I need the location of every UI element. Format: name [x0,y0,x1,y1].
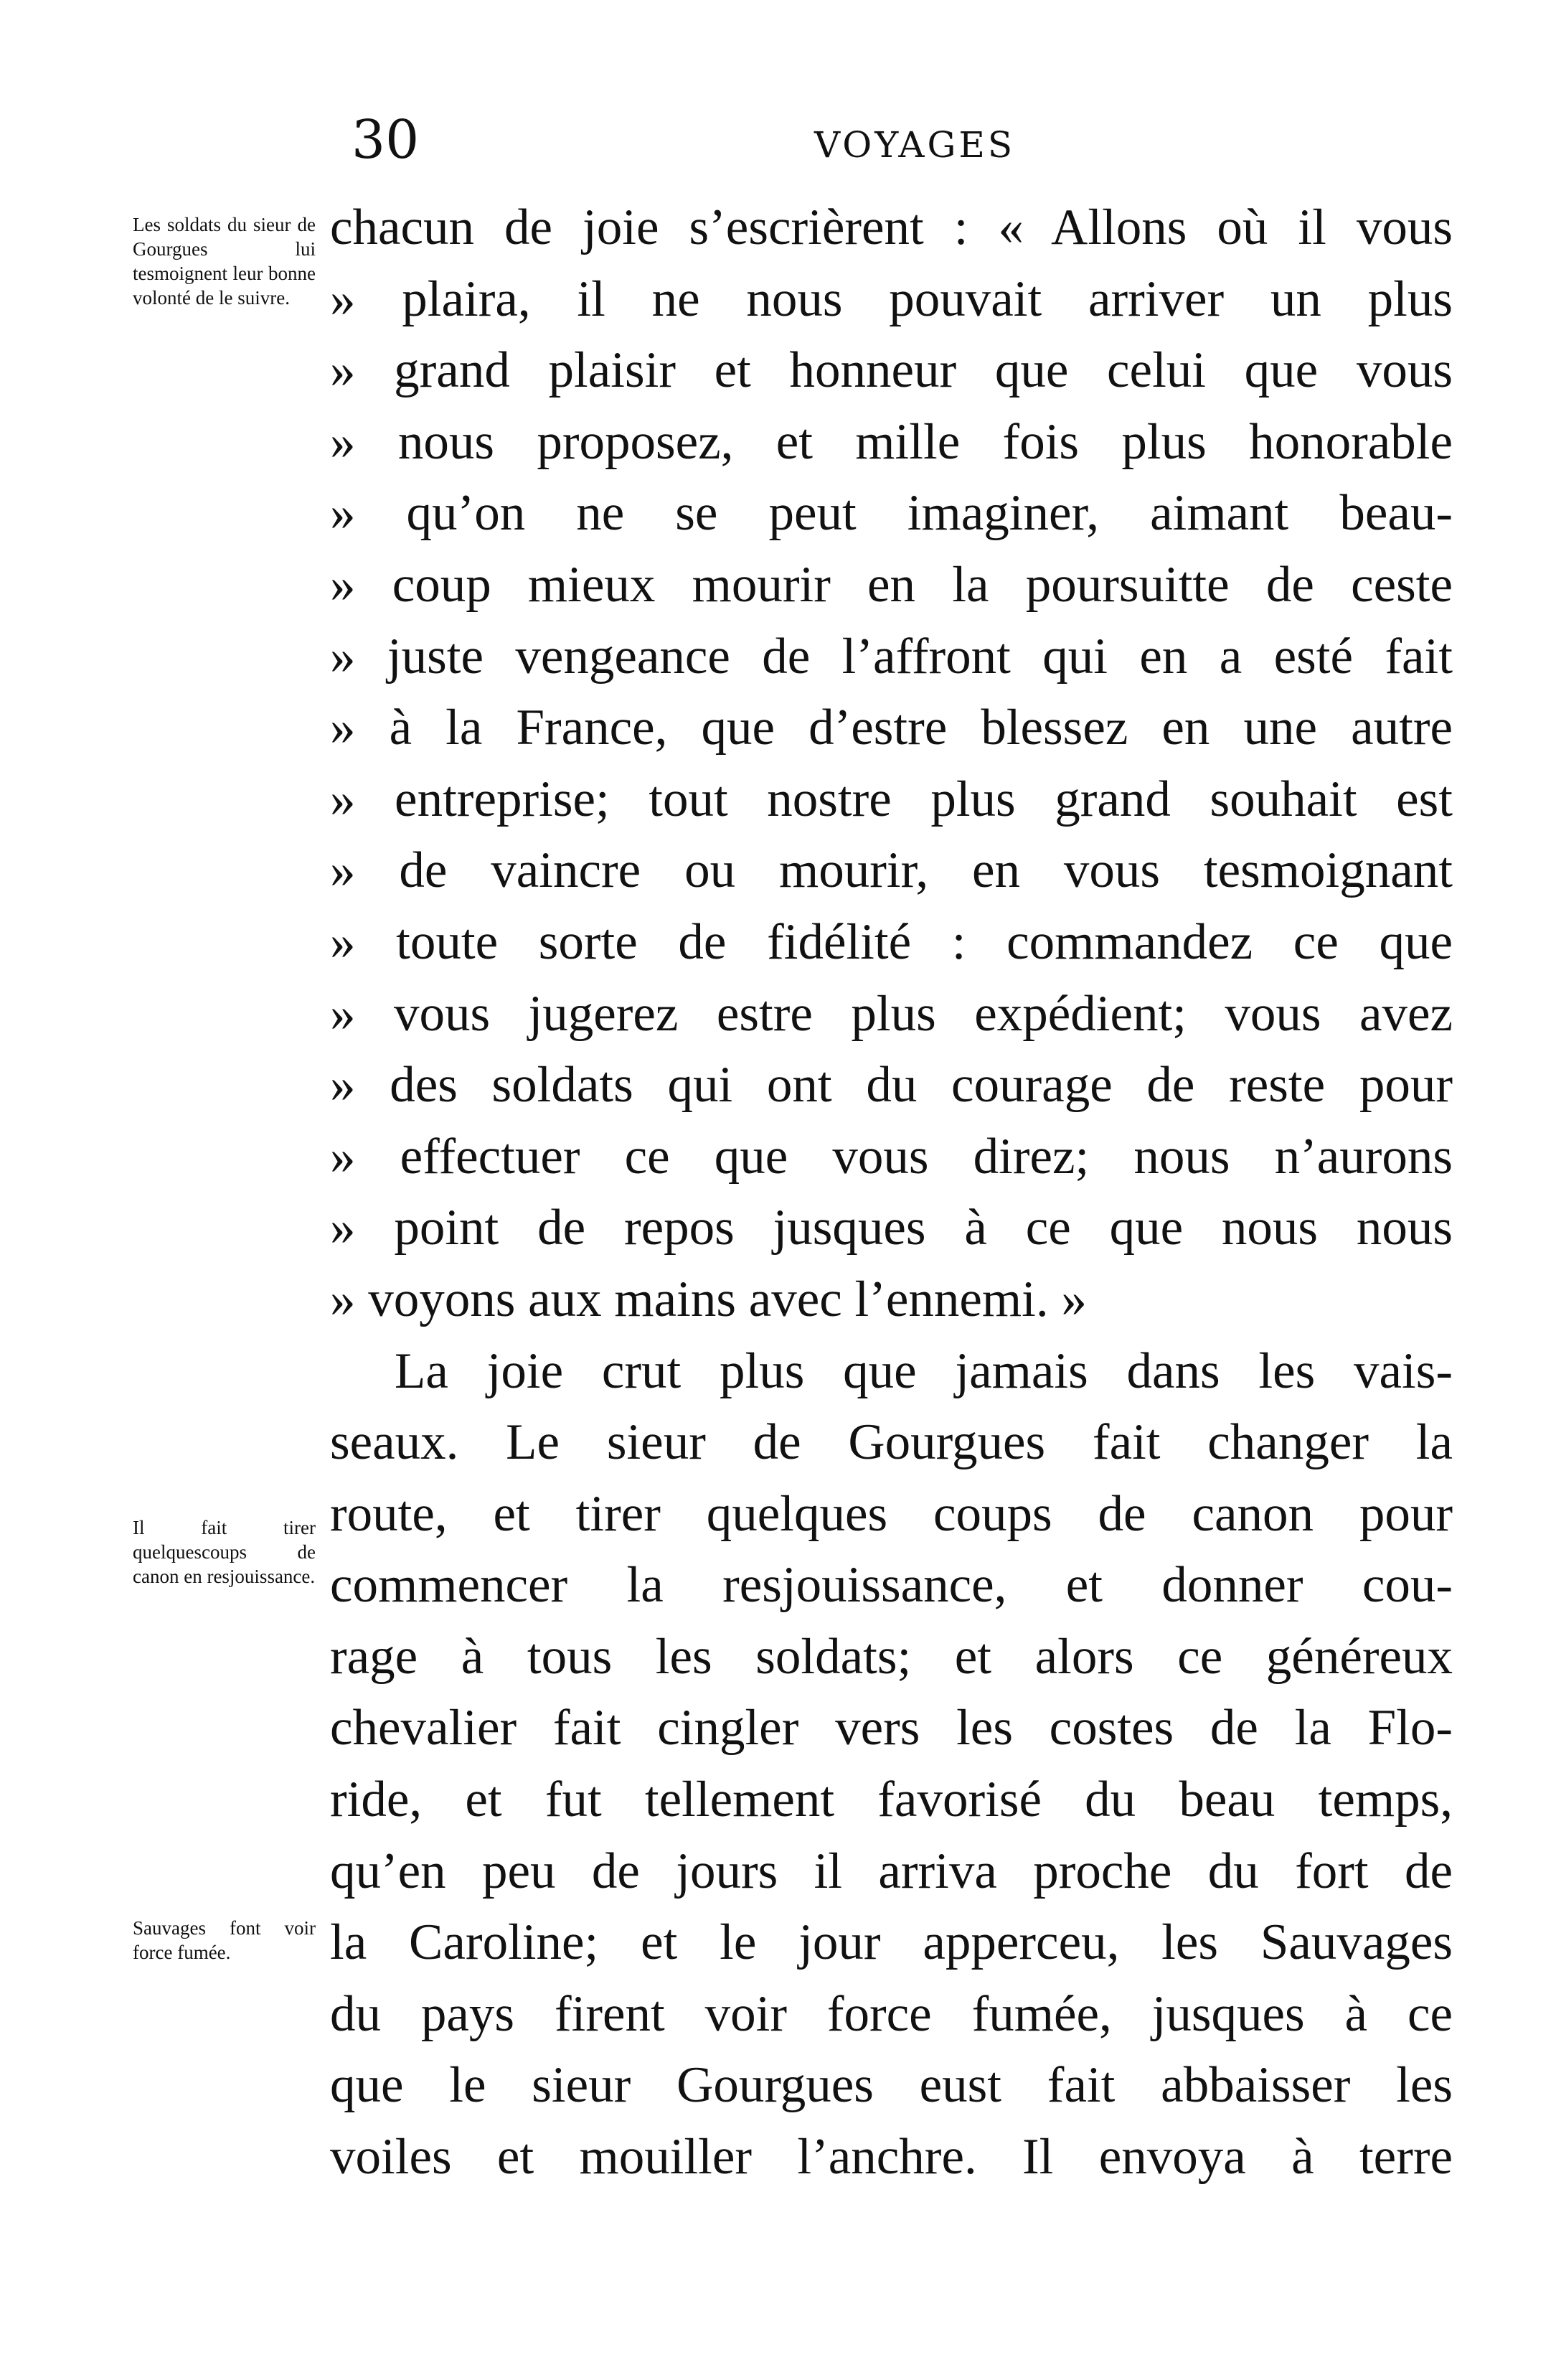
text-line: La joie crut plus que jamais dans les vais- [395,1342,1453,1399]
body-text [330,192,1453,2193]
text-line: » plaira, il ne nous pouvait arriver un plus [330,271,1453,327]
text-line: » juste vengeance de l’affront qui en a esté fait [330,628,1453,685]
text-line: chacun de joie s’escrièrent : « Allons où il vous [330,199,1453,255]
text-line: » entreprise; tout nostre plus grand souhait est [330,771,1453,827]
text-line: rage à tous les soldats; et alors ce généreux [330,1628,1453,1685]
margin-note-cannon-salute: Il fait tirer quelquescoups de canon en resjouissance. [133,1517,316,1587]
text-line: voiles et mouiller l’anchre. Il envoya à terre [330,2129,1453,2186]
text-line: » vous jugerez estre plus expédient; vous avez [330,985,1453,1042]
text-line: commencer la resjouissance, et donner cou- [330,1557,1453,1614]
page-header [0,108,1556,172]
margin-note-soldiers-loyalty: Les soldats du sieur de Gourgues lui tesmoignent leur bonne volonté de le suivre. [133,214,316,309]
page-number: 30 [352,109,420,171]
running-title: VOYAGES [814,124,1016,166]
text-line: » à la France, que d’estre blessez en une autre [330,700,1453,756]
text-line: » qu’on ne se peut imaginer, aimant beau- [330,485,1453,542]
text-line: route, et tirer quelques coups de canon pour [330,1485,1453,1542]
text-line: qu’en peu de jours il arriva proche du fort de [330,1843,1453,1899]
text-line: du pays firent voir force fumée, jusques à ce [330,1985,1453,2042]
text-line: » voyons aux mains avec l’ennemi. » [330,1271,1087,1327]
text-line: » grand plaisir et honneur que celui que vous [330,342,1453,399]
text-line: » coup mieux mourir en la poursuitte de ceste [330,556,1453,613]
text-line: » effectuer ce que vous direz; nous n’aurons [330,1128,1453,1185]
text-line: » nous proposez, et mille fois plus honorable [330,413,1453,470]
text-line: » des soldats qui ont du courage de reste pour [330,1057,1453,1114]
text-line: » toute sorte de fidélité : commandez ce que [330,913,1453,970]
text-line: ride, et fut tellement favorisé du beau temps, [330,1772,1453,1828]
text-line: la Caroline; et le jour apperceu, les Sauvages [330,1914,1453,1971]
text-line: chevalier fait cingler vers les costes de la Flo- [330,1700,1453,1756]
text-line: » point de repos jusques à ce que nous nous [330,1200,1453,1256]
text-line: » de vaincre ou mourir, en vous tesmoignant [330,842,1453,899]
margin-note-smoke-signals: Sauvages font voir force fumée. [133,1917,316,1963]
text-line: seaux. Le sieur de Gourgues fait changer la [330,1414,1453,1471]
text-line: que le sieur Gourgues eust fait abbaisser les [330,2057,1453,2114]
